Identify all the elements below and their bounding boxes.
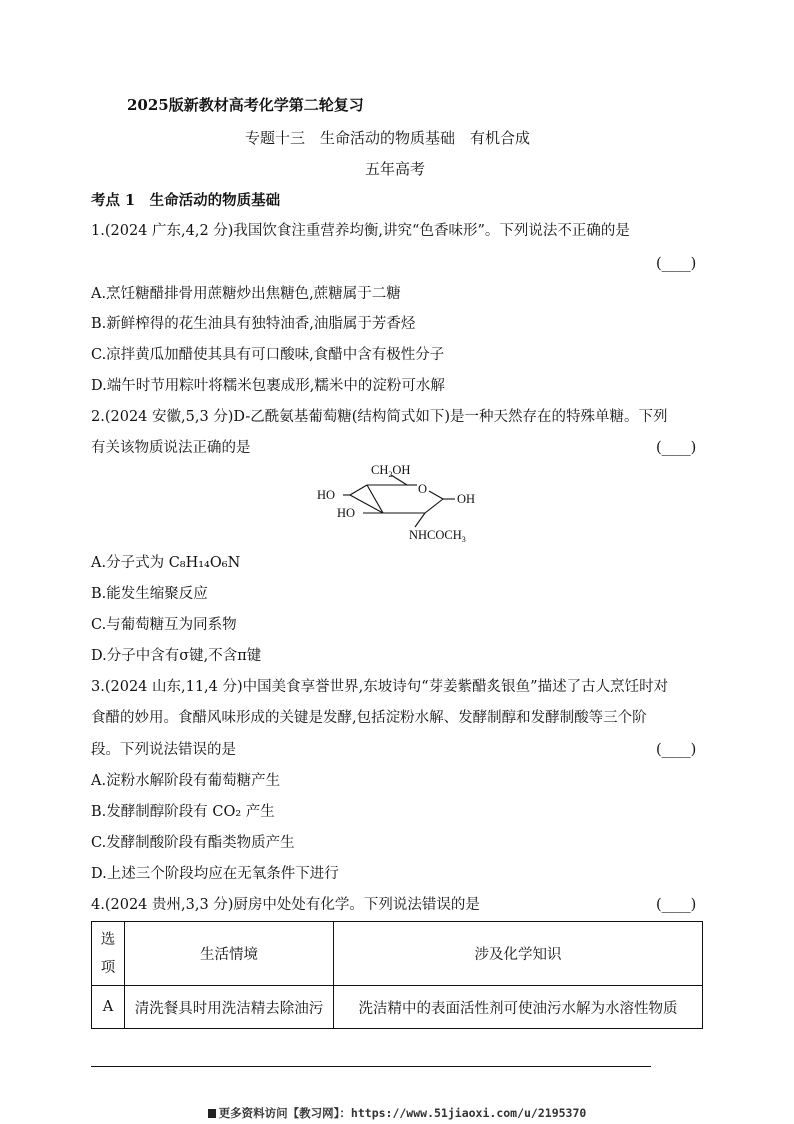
- nh-sub: 3: [461, 535, 466, 544]
- q4-table: [91, 921, 703, 1029]
- series-title: 2025版新教材高考化学第二轮复习: [127, 96, 364, 114]
- oh-right-label: OH: [457, 492, 476, 506]
- q2-stem-line1: 2.(2024 安徽,5,3 分)D-乙酰氨基葡萄糖(结构简式如下)是一种天然存在的特殊单糖。下列: [91, 409, 668, 425]
- q4-header-option: 选 项: [92, 922, 125, 986]
- q2-stem-line2: 有关该物质说法正确的是: [91, 440, 251, 456]
- ch2oh-tail: OH: [392, 463, 411, 477]
- q1-stem: 1.(2024 广东,4,2 分)我国饮食注重营养均衡,讲究“色香味形”。下列说法不正确的是: [91, 223, 630, 239]
- glucosamine-structure-diagram: [315, 463, 485, 545]
- q1-option-c: C.凉拌黄瓜加醋使其具有可口酸味,食醋中含有极性分子: [91, 347, 445, 363]
- topic-title: 专题十三 生命活动的物质基础 有机合成: [245, 129, 531, 147]
- q2-option-c: C.与葡萄糖互为同系物: [91, 617, 237, 633]
- q4-row-a-knowledge: 洗洁精中的表面活性剂可使油污水解为水溶性物质: [334, 986, 703, 1029]
- flag-icon: [208, 1109, 216, 1118]
- svg-text:NHCOCH3: [409, 528, 466, 544]
- ch2oh-sub: 2: [388, 470, 393, 479]
- q1-option-b: B.新鲜榨得的花生油具有独特油香,油脂属于芳香烃: [91, 316, 416, 332]
- q3-stem-line2: 食醋的妙用。食醋风味形成的关键是发酵,包括淀粉水解、发酵制醇和发酵制酸等三个阶: [91, 710, 647, 726]
- q2-option-b: B.能发生缩聚反应: [91, 586, 208, 602]
- q4-row-a-scenario: 清洗餐具时用洗洁精去除油污: [125, 986, 334, 1029]
- kaodian-heading: 考点 1 生命活动的物质基础: [91, 192, 281, 209]
- q4-header-knowledge: 涉及化学知识: [334, 922, 703, 986]
- q4-table-header-row: [92, 922, 703, 986]
- ho-left-label: HO: [317, 488, 336, 502]
- q3-option-b: B.发酵制醇阶段有 CO₂ 产生: [91, 804, 275, 820]
- q3-stem-line3: 段。下列说法错误的是: [91, 742, 236, 758]
- section-title: 五年高考: [365, 160, 426, 178]
- svg-text:CH2OH: [371, 463, 410, 479]
- q2-option-a: A.分子式为 C₈H₁₄O₆N: [91, 555, 241, 571]
- q3-option-c: C.发酵制酸阶段有酯类物质产生: [91, 835, 295, 851]
- q3-option-d: D.上述三个阶段均应在无氧条件下进行: [91, 866, 339, 882]
- table-row: [92, 986, 703, 1029]
- q4-stem: 4.(2024 贵州,3,3 分)厨房中处处有化学。下列说法错误的是: [91, 897, 480, 913]
- q4-header-scenario: 生活情境: [125, 922, 334, 986]
- q2-option-d: D.分子中含有σ键,不含π键: [91, 648, 262, 664]
- q1-answer-bracket: (____): [656, 256, 697, 272]
- ring-oxygen-label: O: [418, 482, 428, 496]
- q4-row-a-option: A: [92, 986, 125, 1029]
- q4-answer-bracket: (____): [656, 897, 697, 913]
- nh-label: NHCOCH: [409, 528, 462, 542]
- q1-option-a: A.烹饪糖醋排骨用蔗糖炒出焦糖色,蔗糖属于二糖: [91, 286, 401, 302]
- q3-answer-bracket: (____): [656, 742, 697, 758]
- footer-text: 更多资料访问【教习网】：https://www.51jiaoxi.com/u/2195370: [218, 1106, 587, 1120]
- ho-bottom-label: HO: [337, 506, 356, 520]
- q2-answer-bracket: (____): [656, 440, 697, 456]
- q3-option-a: A.淀粉水解阶段有葡萄糖产生: [91, 773, 281, 789]
- q3-stem-line1: 3.(2024 山东,11,4 分)中国美食享誉世界,东坡诗句“芽姜紫醋炙银鱼”描述了古人烹饪时对: [91, 679, 669, 695]
- footer-link[interactable]: [0, 1105, 794, 1121]
- q1-option-d: D.端午时节用粽叶将糯米包裹成形,糯米中的淀粉可水解: [91, 378, 445, 394]
- ch2oh-label: CH: [371, 463, 389, 477]
- footer-divider: [91, 1066, 651, 1067]
